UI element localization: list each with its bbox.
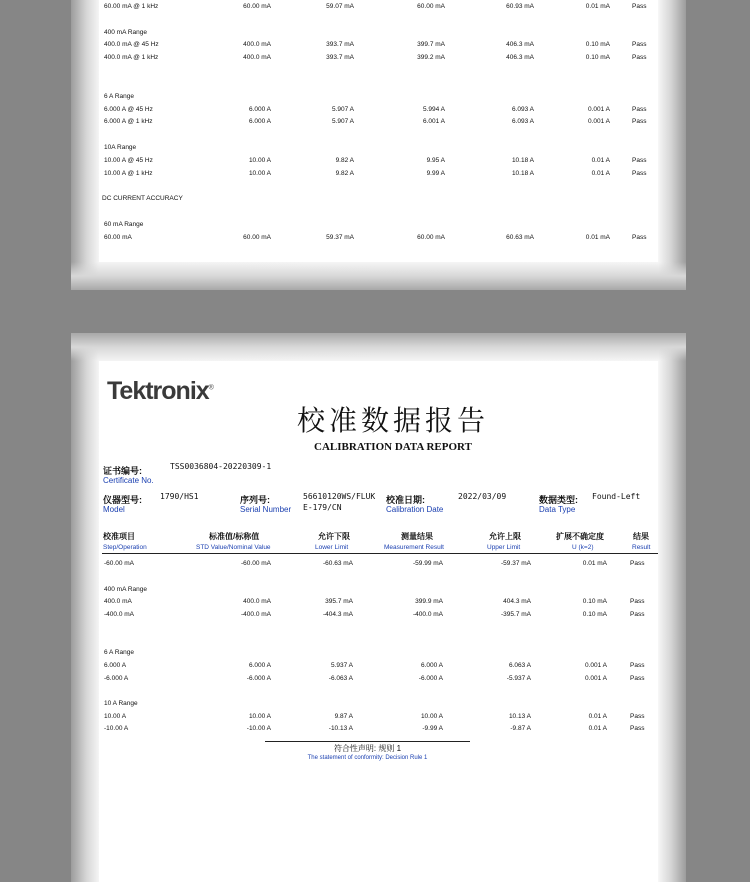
conformity-rule — [265, 741, 470, 742]
cell-uncertainty: 0.10 mA — [585, 41, 610, 48]
cell-step: 6.000 A @ 45 Hz — [104, 106, 153, 113]
cell-result: Pass — [632, 157, 647, 164]
page-frame-top — [71, 0, 686, 290]
table-row — [99, 611, 658, 621]
cell-nominal: 6.000 A — [248, 106, 271, 113]
cal-date-value: 2022/03/09 — [458, 492, 507, 501]
cell-nominal: 400.0 mA — [243, 41, 271, 48]
range-section-label: DC CURRENT ACCURACY — [102, 195, 183, 202]
range-section-label: 6 A Range — [104, 93, 134, 100]
cell-upper-limit: 406.3 mA — [506, 54, 534, 61]
tektronix-logo: Tektronix® — [107, 377, 213, 405]
cell-upper-limit: -395.7 mA — [501, 611, 531, 618]
cell-upper-limit: 10.18 A — [511, 157, 534, 164]
range-section-label: 400 mA Range — [104, 29, 148, 36]
cell-upper-limit: 60.63 mA — [506, 234, 534, 241]
header-measured-cn: 测量结果 — [401, 532, 433, 541]
cell-measured: 6.000 A — [420, 662, 443, 669]
table-row — [99, 106, 658, 116]
header-lower-limit-en: Lower Limit — [315, 544, 349, 551]
cell-lower-limit: -60.63 mA — [323, 560, 353, 567]
cell-uncertainty: 0.01 A — [588, 725, 607, 732]
report-page-continuation — [99, 0, 658, 262]
table-row — [99, 234, 658, 244]
table-row — [99, 41, 658, 51]
cell-result: Pass — [632, 3, 647, 10]
cell-result: Pass — [630, 662, 645, 669]
cell-step: 10.00 A — [104, 713, 127, 720]
cell-step: -60.00 mA — [104, 560, 134, 567]
header-upper-limit-cn: 允许上限 — [489, 532, 521, 541]
report-title-cn: 校准数据报告 — [296, 404, 489, 437]
cell-step: 60.00 mA — [104, 234, 132, 241]
cell-step: 6.000 A — [104, 662, 127, 669]
cell-upper-limit: -59.37 mA — [501, 560, 531, 567]
table-row — [99, 662, 658, 672]
cell-result: Pass — [632, 170, 647, 177]
cell-measured: 9.95 A — [426, 157, 445, 164]
cell-upper-limit: 406.3 mA — [506, 41, 534, 48]
cell-nominal: 60.00 mA — [243, 3, 271, 10]
certificate-label-cn: 证书编号: — [103, 466, 142, 476]
data-type-label-en: Data Type — [539, 505, 576, 514]
cell-lower-limit: -404.3 mA — [323, 611, 353, 618]
cell-result: Pass — [630, 725, 645, 732]
cell-lower-limit: 393.7 mA — [326, 41, 354, 48]
cell-measured: 6.001 A — [422, 118, 445, 125]
cell-uncertainty: 0.001 A — [584, 662, 607, 669]
range-section-label: 6 A Range — [104, 649, 134, 656]
cell-lower-limit: 59.37 mA — [326, 234, 354, 241]
cell-nominal: 6.000 A — [248, 662, 271, 669]
cell-upper-limit: 10.13 A — [508, 713, 531, 720]
cell-nominal: 400.0 mA — [243, 598, 271, 605]
cell-step: 10.00 A @ 45 Hz — [104, 157, 153, 164]
cell-measured: -400.0 mA — [413, 611, 443, 618]
cell-measured: -59.99 mA — [413, 560, 443, 567]
cell-lower-limit: 5.937 A — [330, 662, 353, 669]
table-row — [99, 713, 658, 723]
page-frame-bottom — [71, 333, 686, 882]
cell-lower-limit: 9.82 A — [335, 157, 354, 164]
cell-lower-limit: 5.907 A — [331, 118, 354, 125]
cell-uncertainty: 0.01 A — [588, 713, 607, 720]
model-label-cn: 仪器型号: — [103, 495, 142, 505]
cell-uncertainty: 0.001 A — [587, 106, 610, 113]
cell-nominal: 60.00 mA — [243, 234, 271, 241]
cal-date-label-en: Calibration Date — [386, 505, 444, 514]
cell-nominal: 6.000 A — [248, 118, 271, 125]
header-upper-limit-en: Upper Limit — [487, 544, 521, 551]
serial-label-cn: 序列号: — [240, 495, 270, 505]
table-row — [99, 118, 658, 128]
cell-step: 400.0 mA @ 1 kHz — [104, 54, 159, 61]
cell-step: -6.000 A — [104, 675, 129, 682]
cell-result: Pass — [630, 598, 645, 605]
cell-measured: 60.00 mA — [417, 234, 445, 241]
data-type-value: Found-Left — [592, 492, 641, 501]
cell-result: Pass — [632, 41, 647, 48]
range-section-label: 400 mA Range — [104, 586, 148, 593]
cell-uncertainty: 0.001 A — [587, 118, 610, 125]
model-label-en: Model — [103, 505, 125, 514]
cell-lower-limit: 393.7 mA — [326, 54, 354, 61]
cell-uncertainty: 0.01 mA — [585, 3, 610, 10]
table-row — [99, 675, 658, 685]
header-uncertainty-cn: 扩展不确定度 — [556, 532, 604, 541]
cell-measured: 399.2 mA — [417, 54, 445, 61]
model-value: 1790/HS1 — [160, 492, 199, 501]
cell-nominal: 10.00 A — [248, 170, 271, 177]
header-step-cn: 校准项目 — [103, 532, 135, 541]
cell-step: -400.0 mA — [104, 611, 134, 618]
cell-upper-limit: -5.937 A — [506, 675, 531, 682]
certificate-label-en: Certificate No. — [103, 476, 154, 485]
cell-uncertainty: 0.01 mA — [582, 560, 607, 567]
cell-measured: 399.7 mA — [417, 41, 445, 48]
table-row — [99, 54, 658, 64]
cell-upper-limit: -9.87 A — [510, 725, 531, 732]
report-page — [99, 361, 658, 882]
cell-upper-limit: 6.093 A — [511, 118, 534, 125]
cell-result: Pass — [630, 611, 645, 618]
serial-value-line1: 56610120WS/FLUK — [303, 492, 376, 501]
cell-lower-limit: 59.07 mA — [326, 3, 354, 10]
cell-nominal: 10.00 A — [248, 157, 271, 164]
cell-result: Pass — [630, 560, 645, 567]
cell-result: Pass — [632, 106, 647, 113]
header-result-en: Result — [632, 544, 651, 551]
cell-result: Pass — [632, 234, 647, 241]
cell-lower-limit: -6.063 A — [328, 675, 353, 682]
cell-step: -10.00 A — [104, 725, 129, 732]
table-row — [99, 3, 658, 13]
cell-nominal: -400.0 mA — [241, 611, 271, 618]
cell-measured: -6.000 A — [418, 675, 443, 682]
conformity-statement-en: The statement of conformity: Decision Rule 1 — [307, 755, 428, 761]
table-row — [99, 157, 658, 167]
cell-result: Pass — [632, 54, 647, 61]
range-section-label: 10 A Range — [104, 700, 138, 707]
serial-value-line2: E-179/CN — [303, 503, 342, 512]
data-type-label-cn: 数据类型: — [539, 495, 578, 505]
cell-step: 10.00 A @ 1 kHz — [104, 170, 153, 177]
cell-result: Pass — [630, 713, 645, 720]
header-result-cn: 结果 — [633, 532, 649, 541]
range-section-label: 60 mA Range — [104, 221, 144, 228]
header-nominal-cn: 标准值/标称值 — [209, 532, 260, 541]
cell-uncertainty: 0.10 mA — [585, 54, 610, 61]
header-uncertainty-en: U (k=2) — [572, 544, 594, 551]
conformity-statement-cn: 符合性声明: 规则 1 — [333, 744, 402, 753]
cell-result: Pass — [632, 118, 647, 125]
cell-step: 400.0 mA @ 45 Hz — [104, 41, 159, 48]
cell-uncertainty: 0.10 mA — [582, 611, 607, 618]
cell-lower-limit: 395.7 mA — [325, 598, 353, 605]
table-row — [99, 725, 658, 735]
report-title-en: CALIBRATION DATA REPORT — [314, 441, 472, 453]
cell-measured: 60.00 mA — [417, 3, 445, 10]
serial-label-en: Serial Number — [240, 505, 292, 514]
cell-step: 6.000 A @ 1 kHz — [104, 118, 153, 125]
header-lower-limit-cn: 允许下限 — [318, 532, 350, 541]
cell-upper-limit: 6.063 A — [508, 662, 531, 669]
cell-lower-limit: 9.82 A — [335, 170, 354, 177]
cell-nominal: 400.0 mA — [243, 54, 271, 61]
header-measured-en: Measurement Result — [384, 544, 444, 551]
cell-measured: -9.99 A — [422, 725, 443, 732]
cell-measured: 399.9 mA — [415, 598, 443, 605]
cell-nominal: -10.00 A — [246, 725, 271, 732]
cell-upper-limit: 404.3 mA — [503, 598, 531, 605]
cell-measured: 5.994 A — [422, 106, 445, 113]
range-section-label: 10A Range — [104, 144, 137, 151]
table-row — [99, 170, 658, 180]
certificate-value: TSS0036804-20220309-1 — [170, 462, 272, 471]
cell-nominal: -6.000 A — [246, 675, 271, 682]
cell-measured: 9.99 A — [426, 170, 445, 177]
cell-uncertainty: 0.10 mA — [582, 598, 607, 605]
table-row — [99, 560, 658, 570]
cell-upper-limit: 6.093 A — [511, 106, 534, 113]
cell-lower-limit: 9.87 A — [334, 713, 353, 720]
cal-date-label-cn: 校准日期: — [386, 495, 425, 505]
cell-step: 60.00 mA @ 1 kHz — [104, 3, 159, 10]
cell-result: Pass — [630, 675, 645, 682]
cell-upper-limit: 10.18 A — [511, 170, 534, 177]
cell-step: 400.0 mA — [104, 598, 132, 605]
table-row — [99, 598, 658, 608]
cell-uncertainty: 0.01 mA — [585, 234, 610, 241]
cell-nominal: 10.00 A — [248, 713, 271, 720]
header-step-en: Step/Operation — [103, 544, 147, 551]
cell-uncertainty: 0.01 A — [591, 170, 610, 177]
cell-nominal: -60.00 mA — [241, 560, 271, 567]
cell-uncertainty: 0.001 A — [584, 675, 607, 682]
header-nominal-en: STD Value/Nominal Value — [196, 544, 271, 551]
cell-lower-limit: 5.907 A — [331, 106, 354, 113]
header-divider — [102, 553, 658, 554]
cell-upper-limit: 60.93 mA — [506, 3, 534, 10]
cell-measured: 10.00 A — [420, 713, 443, 720]
cell-lower-limit: -10.13 A — [328, 725, 353, 732]
cell-uncertainty: 0.01 A — [591, 157, 610, 164]
